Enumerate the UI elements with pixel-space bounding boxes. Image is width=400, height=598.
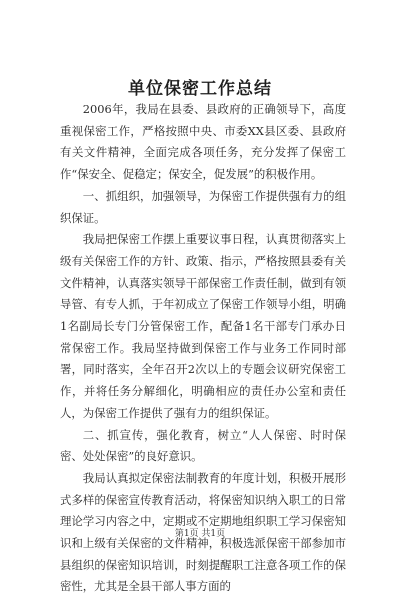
paragraph-publicity: 我局认真拟定保密法制教育的年度计划，积极开展形式多样的保密宣传教育活动，将保密知识纳入职工的日常理论学习内容之中，定期或不定期地组织职工学习保密知识和上级有关保密的文件精神，积极选派保密干部参加市县组织的保密知识培训，时刻提醒职工注意各项工作的保密性，尤其是全县干部人事方面的 <box>60 470 346 594</box>
section-heading-organization: 一、抓组织，加强领导，为保密工作提供强有力的组织保证。 <box>60 188 346 225</box>
page-footer: 第1页 共1页 <box>174 529 226 539</box>
document-body <box>60 99 346 598</box>
section-heading-publicity: 二、抓宣传，强化教育，树立“人人保密、时时保密、处处保密”的良好意识。 <box>60 427 346 464</box>
paragraph-organization: 我局把保密工作摆上重要议事日程，认真贯彻落实上级有关保密工作的方针、政策、指示，严格按照县委有关文件精神，认真落实领导干部保密工作责任制，做到有领导管、有专人抓，于年初成立了保密工作领导小组，明确1名副局长专门分管保密工作，配备1名干部专门承办日常保密工作。我局坚持做到保密工作与业务工作同时部署，同时落实，全年召开2次以上的专题会议研究保密工作，并将任务分解细化，明确相应的责任办公室和责任人，为保密工作提供了强有力的组织保证。 <box>60 232 346 420</box>
document-title: 单位保密工作总结 <box>128 79 272 99</box>
paragraph-intro: 2006年，我局在县委、县政府的正确领导下，高度重视保密工作，严格按照中央、市委XX县区委、县政府有关文件精神，全面完成各项任务，充分发挥了保密工作“保安全、促稳定；保安全，促发展”的积极作用。 <box>60 102 346 182</box>
